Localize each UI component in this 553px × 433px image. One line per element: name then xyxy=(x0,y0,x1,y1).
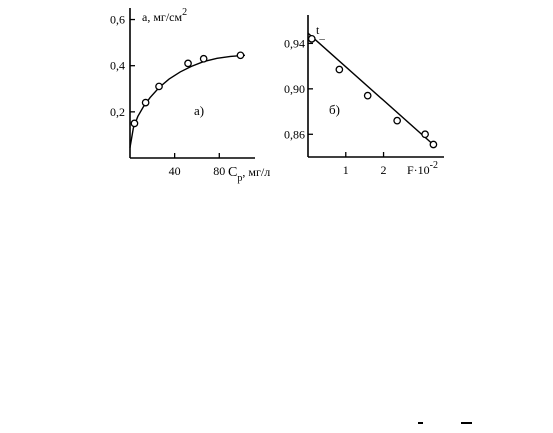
x-tick-label: 40 xyxy=(168,164,181,178)
axis-ticks xyxy=(110,13,225,178)
data-point xyxy=(131,120,137,126)
data-point xyxy=(430,141,436,147)
data-point xyxy=(156,83,162,89)
x-axis-label-text: C xyxy=(228,165,238,180)
y-axis-label-exponent: 2 xyxy=(182,7,188,18)
data-point xyxy=(394,117,400,123)
y-tick-label: 0,6 xyxy=(110,12,125,27)
chart-panel-b xyxy=(284,15,444,177)
scan-mark xyxy=(461,422,472,424)
panel-label: а) xyxy=(194,103,205,118)
y-axis-label-subscript: _ xyxy=(319,29,325,41)
data-point xyxy=(422,131,428,137)
fit-line xyxy=(308,33,436,147)
x-axis-label xyxy=(407,160,438,177)
chart-panel-a xyxy=(110,7,270,184)
panel-label: б) xyxy=(329,102,340,117)
y-axis-label-text: t xyxy=(316,23,320,37)
x-tick-label: 80 xyxy=(213,164,226,178)
data-point xyxy=(142,99,148,105)
x-axis-label-exponent: -2 xyxy=(429,160,439,171)
x-tick-label: 1 xyxy=(342,163,349,177)
data-point xyxy=(200,56,206,62)
data-point xyxy=(336,66,342,72)
x-axis-label-text: F·10 xyxy=(407,163,430,177)
scan-mark xyxy=(418,422,423,424)
data-point xyxy=(364,92,370,98)
y-tick-label: 0,4 xyxy=(110,58,125,73)
y-axis-label-text: a, мг/см xyxy=(142,10,183,24)
y-tick-label: 0,2 xyxy=(110,104,125,119)
data-point xyxy=(237,52,243,58)
y-tick-label: 0,86 xyxy=(284,127,305,142)
y-axis-label xyxy=(316,23,325,41)
y-axis-label xyxy=(142,7,187,24)
x-axis-label-subscript: p xyxy=(237,173,243,184)
y-tick-label: 0,90 xyxy=(284,81,305,96)
x-tick-label: 2 xyxy=(380,163,387,177)
data-point xyxy=(185,60,191,66)
data-points xyxy=(131,52,243,126)
x-axis-label xyxy=(228,165,270,184)
y-tick-label: 0,94 xyxy=(284,36,305,51)
x-axis-label-unit: , мг/л xyxy=(242,165,271,179)
data-point xyxy=(309,36,315,42)
